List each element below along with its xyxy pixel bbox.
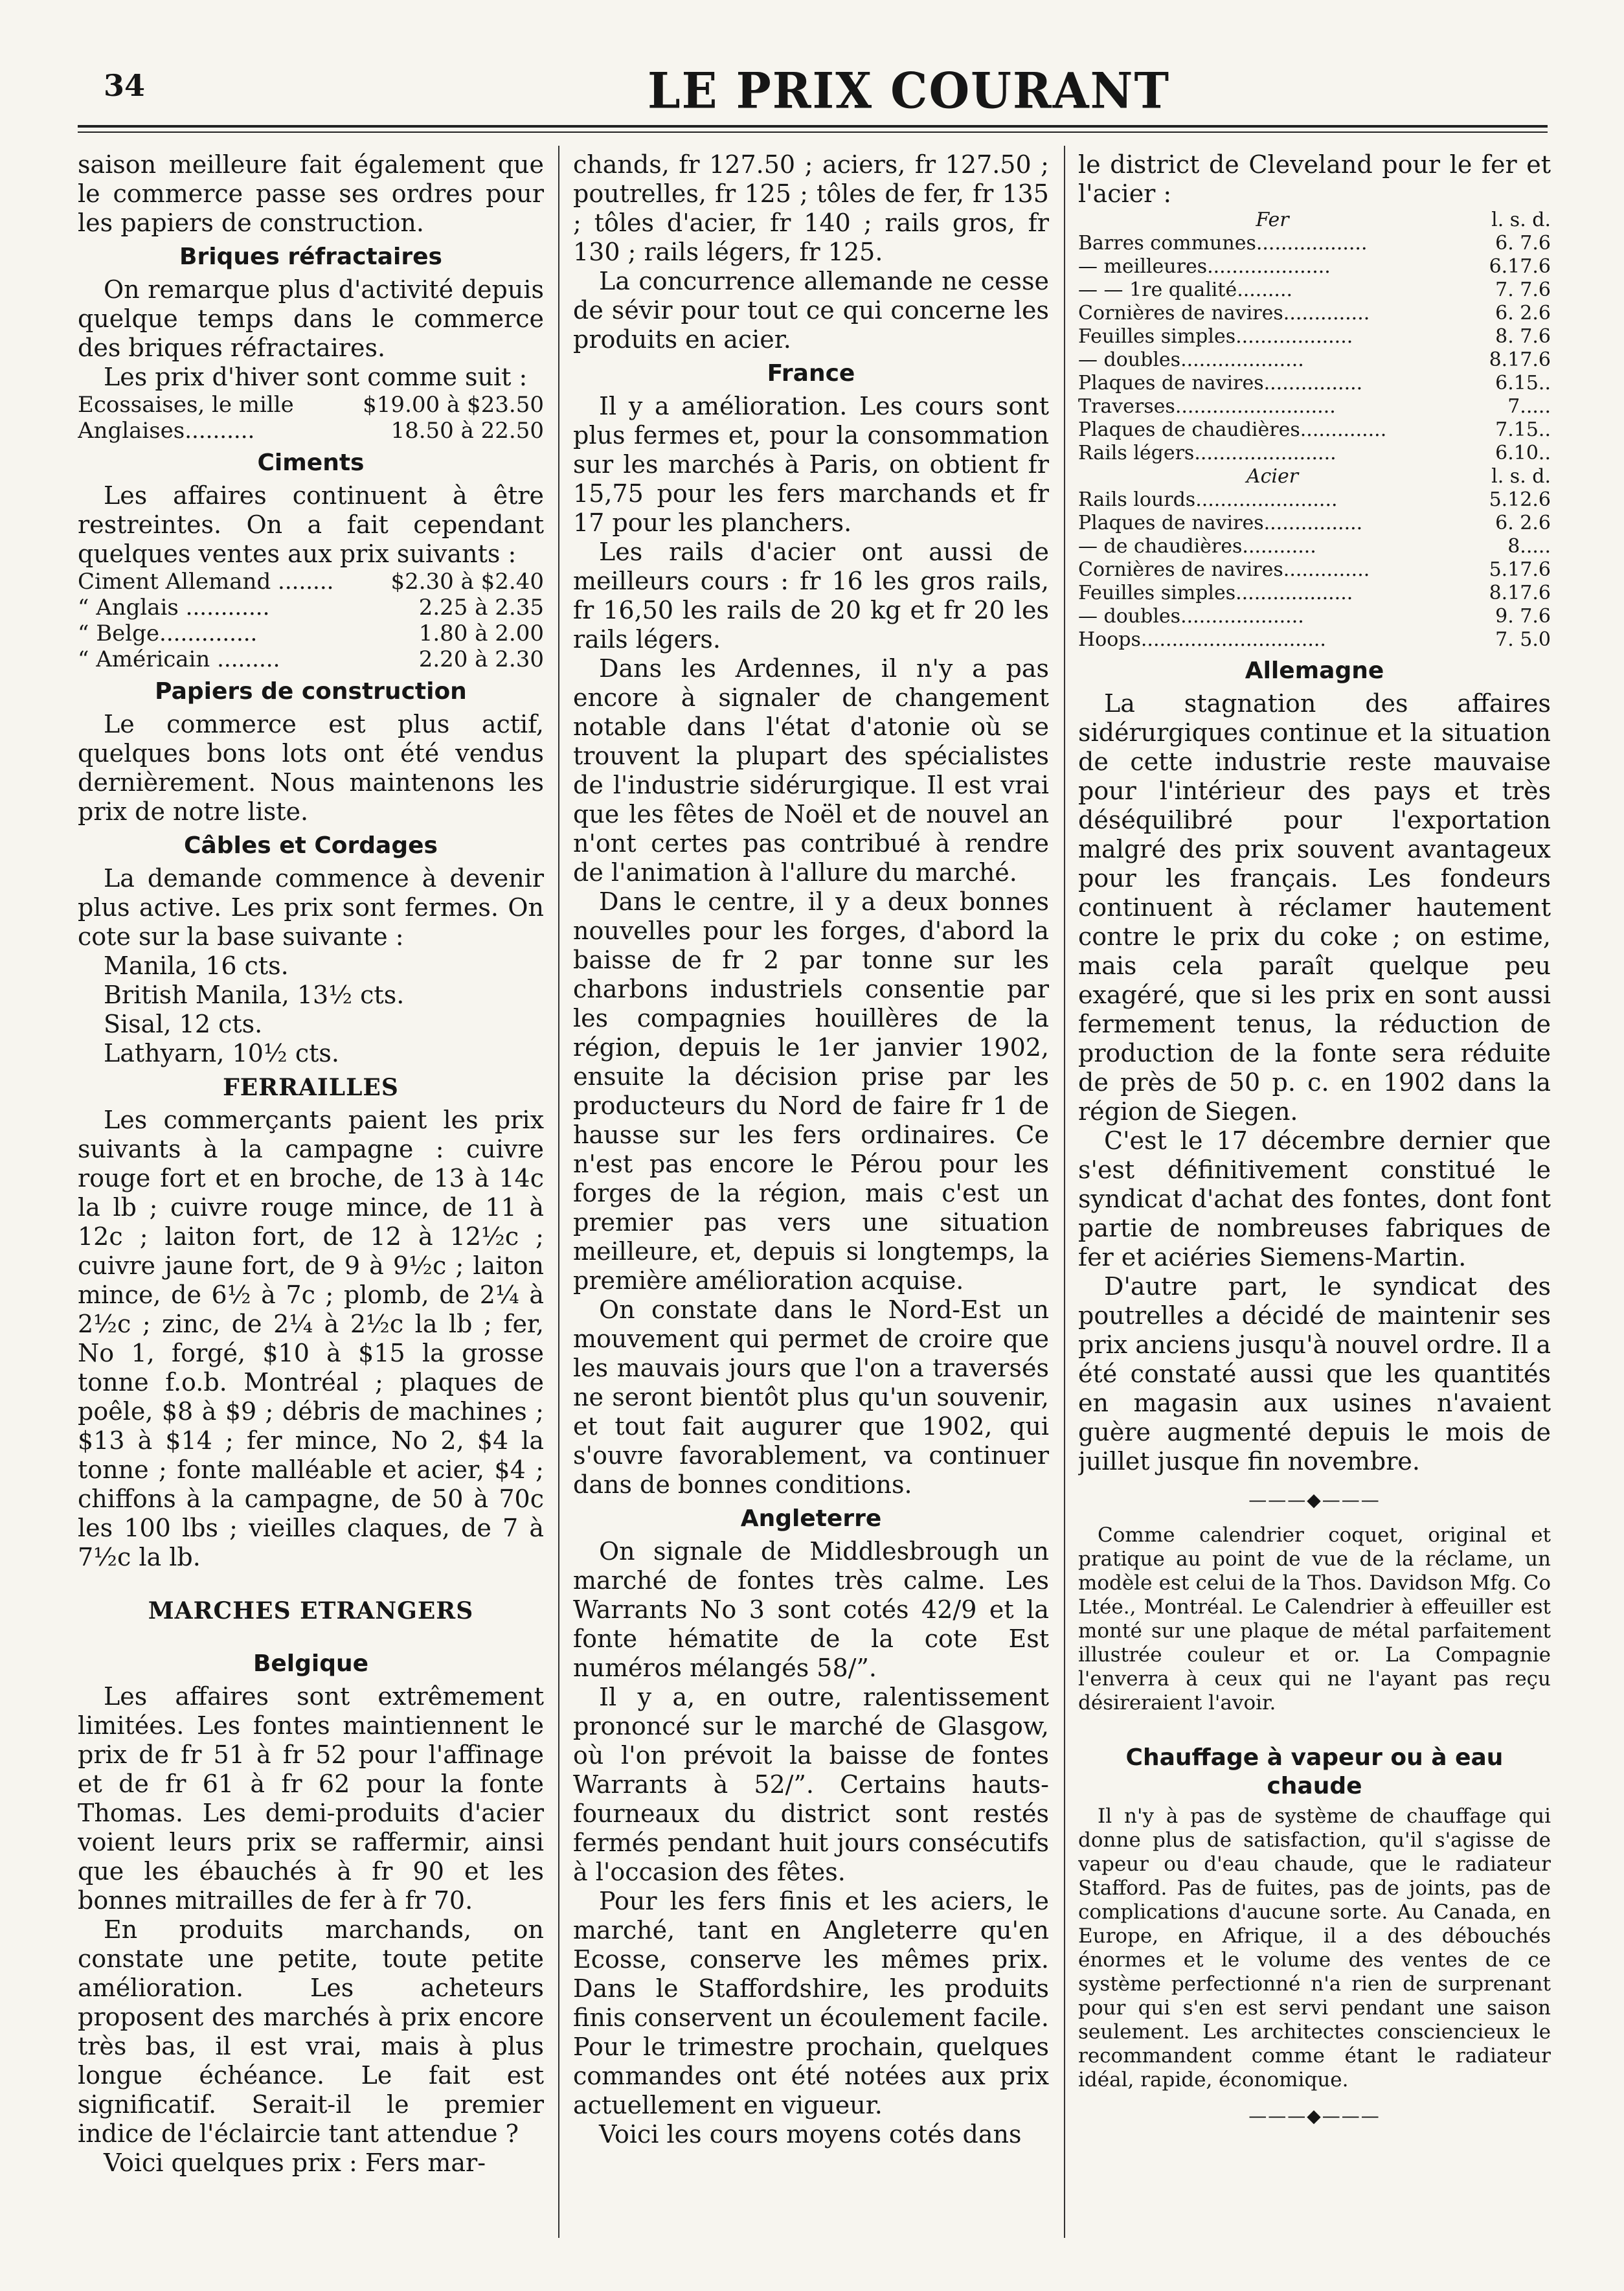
table-cell: — doubles.................... bbox=[1078, 348, 1304, 371]
ornament-divider: ———◆——— bbox=[1248, 1489, 1381, 1510]
notice-chauffage bbox=[1078, 1805, 1551, 2092]
item-price: 2.20 à 2.30 bbox=[418, 646, 544, 672]
table-row bbox=[1078, 255, 1551, 279]
paragraph: Les prix d'hiver sont comme suit : bbox=[104, 363, 528, 391]
table-cell: Plaques de navires................ bbox=[1078, 512, 1363, 534]
table-row bbox=[1078, 325, 1551, 348]
header-rule-thin bbox=[78, 131, 1548, 133]
list-item: Lathyarn, 10½ cts. bbox=[104, 1039, 339, 1067]
column-3 bbox=[1078, 150, 1551, 2252]
paragraph: C'est le 17 décembre dernier que s'est définitivement constitué le syndicat d'achat des fontes, dont font partie de nombreuses fabriques de fer et aciéries Siemens-Martin. bbox=[1078, 1126, 1551, 1271]
table-cell: Traverses.......................... bbox=[1078, 395, 1336, 418]
section-heading: Allemagne bbox=[1245, 657, 1384, 684]
paragraph: Les commerçants paient les prix suivants à la campagne : cuivre rouge fort et en broche, de 13 à 14c la lb ; cuivre rouge mince, de 11 à 12c ; laiton fort, de 12 à 12½c ; cuivre jaune fort, de 9 à 9½c ; laiton mince, de 6½ à 7c ; plomb, de 2¼ à 2½c ; zinc, de 2¼ à 2½c la lb ; fer, No 1, forgé, $10 à $15 la grosse tonne f.o.b. Montréal ; plaques de poêle, $8 à $9 ; débris de machines ; $13 à $14 ; fer mince, No 2, $4 la tonne ; fonte malléable et acier, $4 ; chiffons à la campagne, de 50 à 70c les 100 lbs ; vieilles claques, de 7 à 7½c la lb. bbox=[78, 1106, 544, 1571]
paragraph: Comme calendrier coquet, original et pratique au point de vue de la réclame, un modèle est celui de la Thos. Davidson Mfg. Co Ltée., Montréal. Le Calendrier à effeuiller est monté sur une plaque de métal parfaitement illustrée couleur et or. La Compagnie l'enverra à ceux qui ne l'ayant pas reçu désireraient l'avoir. bbox=[1078, 1523, 1551, 1715]
paragraph: Il y a, en outre, ralentissement prononcé sur le marché de Glasgow, où l'on prévoit la baisse de fontes Warrants à 52/”. Certains hauts-fourneaux du district sont restés fermés pendant huit jours consécutifs à l'occasion des fêtes. bbox=[573, 1683, 1049, 1886]
table-row bbox=[1078, 558, 1551, 582]
item-price: $2.30 à $2.40 bbox=[390, 569, 544, 595]
item-price: 18.50 à 22.50 bbox=[390, 418, 544, 444]
header-rule bbox=[78, 125, 1548, 128]
paragraph: Le commerce est plus actif, quelques bons lots ont été vendus dernièrement. Nous maintenons les prix de notre liste. bbox=[78, 710, 544, 826]
table-row bbox=[1078, 395, 1551, 418]
table-cell: 6. 2.6 bbox=[1495, 512, 1551, 534]
paragraph: On constate dans le Nord-Est un mouvement qui permet de croire que les mauvais jours que l'on a traversés ne seront bientôt plus qu'un souvenir, et tout fait augurer que 1902, qui s'ouvre favorablement, va continuer dans de bonnes conditions. bbox=[573, 1295, 1049, 1499]
table-row bbox=[1078, 302, 1551, 325]
column-1 bbox=[78, 150, 544, 2252]
table-cell: — meilleures.................... bbox=[1078, 255, 1331, 278]
item-label: Anglaises.......... bbox=[78, 418, 255, 444]
section-heading: Angleterre bbox=[740, 1505, 882, 1532]
price-row bbox=[78, 418, 544, 444]
table-row bbox=[1078, 442, 1551, 465]
table-row bbox=[1078, 372, 1551, 395]
paragraph: D'autre part, le syndicat des poutrelles a décidé de maintenir ses prix anciens jusqu'à nouvel ordre. Il a été constaté aussi que les quantités en magasin aux usines n'avaient guère augmenté depuis le mois de juillet jusque fin novembre. bbox=[1078, 1272, 1551, 1476]
table-row bbox=[1078, 488, 1551, 512]
paragraph: Voici quelques prix : Fers mar- bbox=[104, 2149, 486, 2177]
price-row bbox=[78, 569, 544, 595]
table-cell: Cornières de navires.............. bbox=[1078, 558, 1370, 581]
paragraph: On remarque plus d'activité depuis quelque temps dans le commerce des briques réfractaires. bbox=[78, 275, 544, 362]
paragraph: Pour les fers finis et les aciers, le marché, tant en Angleterre qu'en Ecosse, conserve les mêmes prix. Dans le Staffordshire, les produits finis conservent un écoulement facile. Pour le trimestre prochain, quelques commandes ont été notées aux prix actuellement en vigueur. bbox=[573, 1887, 1049, 2119]
table-header-row bbox=[1078, 209, 1551, 232]
section-heading: Ciments bbox=[257, 450, 365, 476]
table-header: l. s. d. bbox=[1491, 465, 1551, 488]
item-label: “ Belge.............. bbox=[78, 621, 258, 646]
item-label: “ Américain ......... bbox=[78, 646, 280, 672]
list-item: Sisal, 12 cts. bbox=[104, 1010, 263, 1038]
paragraph: La concurrence allemande ne cesse de sévir pour tout ce qui concerne les produits en acier. bbox=[573, 267, 1049, 354]
table-cell: 6.10.. bbox=[1495, 442, 1551, 464]
section-heading: MARCHES ETRANGERS bbox=[148, 1597, 474, 1624]
table-cell: Barres communes.................. bbox=[1078, 232, 1368, 255]
table-cell: 9. 7.6 bbox=[1495, 605, 1551, 628]
table-cell: Plaques de navires................ bbox=[1078, 372, 1363, 394]
price-row bbox=[78, 392, 544, 418]
paragraph: On signale de Middlesbrough un marché de fontes très calme. Les Warrants No 3 sont cotés 42/9 et la fonte hématite de la cote Est numéros mélangés 58/”. bbox=[573, 1537, 1049, 1682]
section-heading: Belgique bbox=[253, 1650, 369, 1677]
table-row bbox=[1078, 232, 1551, 255]
price-list-briques bbox=[78, 392, 544, 444]
table-cell: Rails légers....................... bbox=[1078, 442, 1336, 464]
column-divider bbox=[1064, 146, 1065, 2238]
column-2 bbox=[573, 150, 1049, 2252]
paragraph: Voici les cours moyens cotés dans bbox=[599, 2120, 1022, 2149]
table-row bbox=[1078, 512, 1551, 535]
table-cell: 7..... bbox=[1507, 395, 1551, 418]
table-row bbox=[1078, 605, 1551, 628]
paragraph: Les rails d'acier ont aussi de meilleurs cours : fr 16 les gros rails, fr 16,50 les rails de 20 kg et fr 20 les rails légers. bbox=[573, 538, 1049, 654]
masthead bbox=[78, 62, 1548, 139]
price-row bbox=[78, 646, 544, 672]
table-cell: 5.17.6 bbox=[1489, 558, 1551, 581]
table-cell: 6.15.. bbox=[1495, 372, 1551, 394]
table-cell: Feuilles simples................... bbox=[1078, 582, 1353, 604]
item-price: 1.80 à 2.00 bbox=[418, 621, 544, 646]
notice-calendrier bbox=[1078, 1523, 1551, 1715]
price-row bbox=[78, 595, 544, 621]
table-cell: — de chaudières............ bbox=[1078, 535, 1316, 558]
table-cell: 7.15.. bbox=[1495, 418, 1551, 441]
paragraph: Dans les Ardennes, il n'y a pas encore à signaler de changement notable dans l'état d'atonie où se trouvent la plupart des spécialistes de l'industrie sidérurgique. Il est vrai que les fêtes de Noël et de nouvel an n'ont certes pas contribué à rendre de l'animation à l'allure du marché. bbox=[573, 654, 1049, 887]
section-heading: FERRAILLES bbox=[223, 1074, 399, 1101]
paragraph: Il y a amélioration. Les cours sont plus fermes et, pour la consommation sur les marchés à Paris, on obtient fr 15,75 pour les fers marchands et fr 17 pour les planchers. bbox=[573, 392, 1049, 537]
table-row bbox=[1078, 628, 1551, 652]
paragraph: La demande commence à devenir plus active. Les prix sont fermes. On cote sur la base suivante : bbox=[78, 864, 544, 951]
table-header-row bbox=[1078, 465, 1551, 488]
item-label: Ecossaises, le mille bbox=[78, 392, 294, 418]
table-row bbox=[1078, 279, 1551, 302]
list-item: Manila, 16 cts. bbox=[104, 952, 289, 980]
table-cell: 7. 7.6 bbox=[1495, 279, 1551, 301]
list-item: British Manila, 13½ cts. bbox=[104, 981, 405, 1009]
paragraph: Les affaires sont extrêmement limitées. Les fontes maintiennent le prix de fr 51 à fr 52 pour l'affinage et de fr 61 à fr 62 pour la fonte Thomas. Les demi-produits d'acier voient leurs prix se raffermir, ainsi que les ébauchés à fr 90 et les bonnes mitrailles de fer à fr 70. bbox=[78, 1682, 544, 1915]
section-heading: Briques réfractaires bbox=[179, 244, 442, 270]
table-cell: Cornières de navires.............. bbox=[1078, 302, 1370, 325]
table-cell: Rails lourds....................... bbox=[1078, 488, 1338, 511]
table-cell: 8. 7.6 bbox=[1495, 325, 1551, 348]
paragraph: En produits marchands, on constate une petite, toute petite amélioration. Les acheteurs proposent des marchés à prix encore très bas, il est vrai, mais à plus longue échéance. Le fait est significatif. Serait-il le premier indice de l'éclaircie tant attendue ? bbox=[78, 1915, 544, 2148]
table-cell: 7. 5.0 bbox=[1495, 628, 1551, 651]
table-header: Fer bbox=[1256, 209, 1289, 231]
table-cell: — doubles.................... bbox=[1078, 605, 1304, 628]
table-cell: Plaques de chaudières.............. bbox=[1078, 418, 1387, 441]
price-table-cleveland bbox=[1078, 209, 1551, 652]
paragraph: saison meilleure fait également que le commerce passe ses ordres pour les papiers de construction. bbox=[78, 150, 544, 237]
section-heading: Papiers de construction bbox=[155, 678, 467, 705]
table-cell: 6. 7.6 bbox=[1495, 232, 1551, 255]
table-row bbox=[1078, 535, 1551, 558]
section-heading: Câbles et Cordages bbox=[184, 832, 438, 859]
table-cell: Hoops.............................. bbox=[1078, 628, 1326, 651]
item-label: “ Anglais ............ bbox=[78, 595, 270, 621]
table-cell: 6. 2.6 bbox=[1495, 302, 1551, 325]
page-number: 34 bbox=[104, 68, 146, 103]
journal-title: LE PRIX COURANT bbox=[648, 61, 1171, 120]
paragraph: Dans le centre, il y a deux bonnes nouvelles pour les forges, d'abord la baisse de fr 2 par tonne sur les charbons industriels consentie par les compagnies houillères de la région, depuis le 1er janvier 1902, ensuite la décision prise par les producteurs du Nord de faire fr 1 de hausse sur les fers ordinaires. Ce n'est pas encore le Pérou pour les forges de la région, mais c'est un premier pas vers une situation meilleure, et, depuis si longtemps, la première amélioration acquise. bbox=[573, 887, 1049, 1295]
price-list-ciments bbox=[78, 569, 544, 672]
paragraph: La stagnation des affaires sidérurgiques continue et la situation de cette industrie reste mauvaise pour l'intérieur des pays et très déséquilibré pour l'exportation malgré des prix souvent avantageux pour les français. Les fondeurs continuent à réclamer hautement contre le prix du coke ; on estime, mais cela paraît quelque peu exagéré, que si les prix en sont aussi fermement tenus, la réduction de production de la fonte sera réduite de près de 50 p. c. en 1902 dans la région de Siegen. bbox=[1078, 689, 1551, 1126]
paragraph: Les affaires continuent à être restreintes. On a fait cependant quelques ventes aux prix suivants : bbox=[78, 481, 544, 568]
table-row bbox=[1078, 582, 1551, 605]
section-heading: France bbox=[767, 360, 855, 387]
table-header: Acier bbox=[1246, 465, 1299, 488]
table-cell: Feuilles simples................... bbox=[1078, 325, 1353, 348]
paragraph: chands, fr 127.50 ; aciers, fr 127.50 ; poutrelles, fr 125 ; tôles de fer, fr 135 ; tôles d'acier, fr 140 ; rails gros, fr 130 ; rails légers, fr 125. bbox=[573, 150, 1049, 266]
table-cell: 8..... bbox=[1507, 535, 1551, 558]
table-cell: — — 1re qualité......... bbox=[1078, 279, 1293, 301]
paragraph: le district de Cleveland pour le fer et l'acier : bbox=[1078, 150, 1551, 208]
table-cell: 6.17.6 bbox=[1489, 255, 1551, 278]
item-label: Ciment Allemand ........ bbox=[78, 569, 334, 595]
price-row bbox=[78, 621, 544, 646]
table-cell: 8.17.6 bbox=[1489, 582, 1551, 604]
table-cell: 8.17.6 bbox=[1489, 348, 1551, 371]
section-heading: Chauffage à vapeur ou à eau chaude bbox=[1125, 1744, 1504, 1799]
item-price: 2.25 à 2.35 bbox=[418, 595, 544, 621]
table-cell: 5.12.6 bbox=[1489, 488, 1551, 511]
item-price: $19.00 à $23.50 bbox=[363, 392, 544, 418]
paragraph: Il n'y à pas de système de chauffage qui donne plus de satisfaction, qu'il s'agisse de vapeur ou d'eau chaude, que le radiateur Stafford. Pas de fuites, pas de joints, pas de complications d'aucune sorte. Au Canada, en Europe, en Afrique, il a des débouchés énormes et le volume des ventes de ce système perfectionné n'a rien de surprenant pour qui s'en est servi pendant une saison seulement. Les architectes consciencieux le recommandent comme étant le radiateur idéal, rapide, économique. bbox=[1078, 1805, 1551, 2092]
table-row bbox=[1078, 418, 1551, 442]
table-row bbox=[1078, 348, 1551, 372]
column-divider bbox=[558, 146, 559, 2238]
ornament-divider: ———◆——— bbox=[1248, 2105, 1381, 2126]
table-header: l. s. d. bbox=[1491, 209, 1551, 231]
